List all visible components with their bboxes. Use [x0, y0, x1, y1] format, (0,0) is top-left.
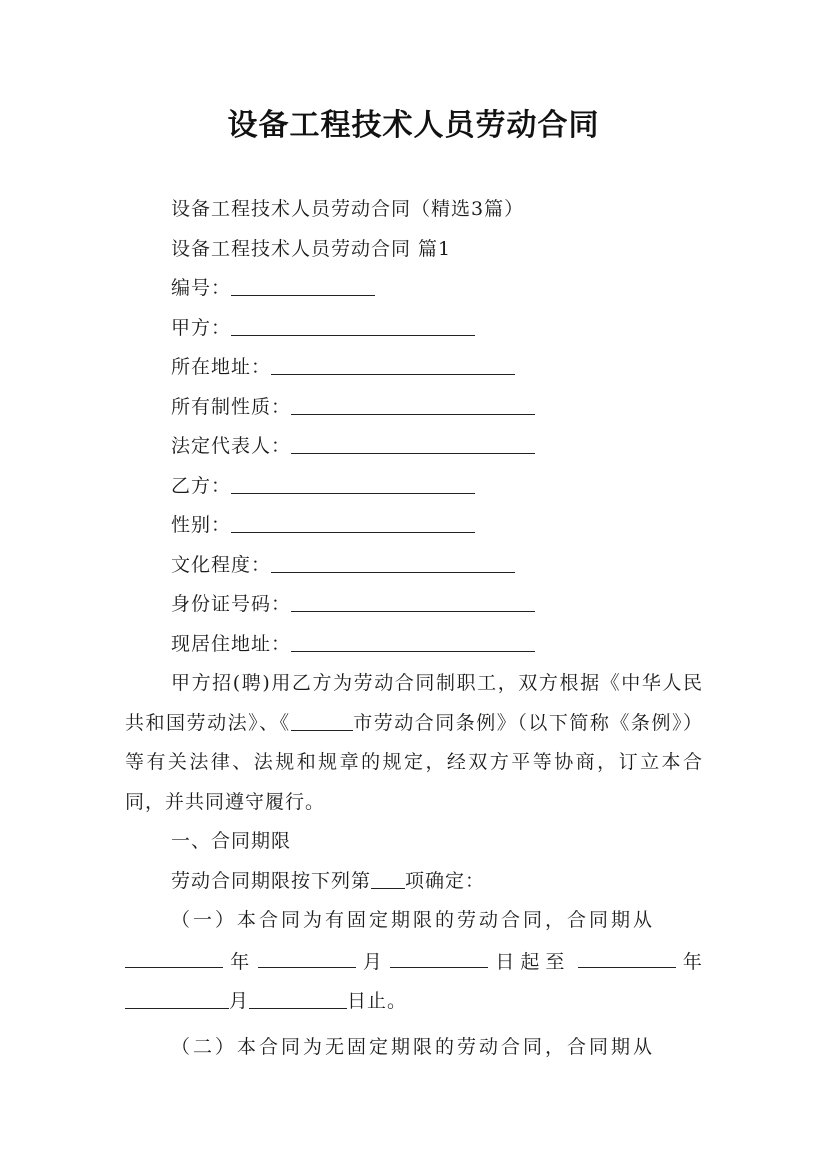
- blank-line: [291, 625, 535, 652]
- field-label: 现居住地址：: [171, 632, 292, 655]
- field-education: [125, 546, 703, 586]
- blank-line: [271, 348, 515, 375]
- field-party-a: [125, 309, 703, 349]
- item-1-end-line: [125, 982, 703, 1022]
- field-label: 身份证号码：: [171, 593, 292, 615]
- item-1-date-line: [125, 941, 703, 983]
- field-residence: [125, 625, 703, 665]
- blank-line: [125, 941, 223, 968]
- label-month: 月: [362, 950, 383, 973]
- field-id-number: [125, 585, 703, 625]
- label-day-end: 日止。: [347, 990, 408, 1012]
- label-year-2: 年: [682, 950, 703, 973]
- field-legal-rep: [125, 427, 703, 467]
- clause-heading: 一、合同期限: [171, 830, 292, 852]
- field-label: 性别：: [171, 514, 232, 536]
- blank-line: [258, 941, 356, 968]
- intro-text-2: 市劳动合同条例》（以下简称《条例》）等有关法律、法规和规章的规定，经双方平等协商，订立本合同，并共同遵守履行。: [125, 711, 703, 813]
- field-label: 乙方：: [171, 474, 232, 497]
- field-ownership: [125, 388, 703, 428]
- clause-intro-pre: 劳动合同期限按下列第: [171, 869, 372, 892]
- blank-line: [371, 862, 405, 889]
- blank-line: [291, 585, 535, 612]
- subtitle: 设备工程技术人员劳动合同（精选3篇）: [171, 198, 525, 220]
- label-day-from: 日起至: [495, 950, 571, 973]
- blank-line: [231, 506, 475, 533]
- blank-line: [231, 309, 475, 336]
- document-title: 设备工程技术人员劳动合同: [227, 108, 600, 143]
- item-1: [125, 901, 703, 1022]
- label-year: 年: [230, 950, 251, 973]
- blank-line: [231, 269, 375, 296]
- field-label: 所有制性质：: [171, 395, 292, 418]
- blank-line: [291, 427, 535, 454]
- field-gender: [125, 506, 703, 546]
- intro-paragraph: [125, 664, 703, 822]
- blank-line: [578, 941, 676, 968]
- blank-line: [249, 982, 347, 1009]
- field-label: 法定代表人：: [171, 435, 292, 457]
- blank-line: [231, 467, 475, 494]
- field-label: 所在地址：: [171, 356, 272, 378]
- clause-intro: [125, 862, 703, 902]
- item-2-text: （二）本合同为无固定期限的劳动合同，合同期从: [171, 1035, 656, 1058]
- field-label: 文化程度：: [171, 553, 272, 576]
- document-body: [125, 190, 703, 1067]
- field-label: 编号：: [171, 277, 232, 299]
- item-1-text: （一）本合同为有固定期限的劳动合同，合同期从: [171, 909, 656, 931]
- blank-line: [271, 546, 515, 573]
- label-month-2: 月: [229, 990, 250, 1012]
- field-address: [125, 348, 703, 388]
- field-number: [125, 269, 703, 309]
- field-party-b: [125, 467, 703, 507]
- blank-line: [390, 941, 488, 968]
- intro-text-1: 甲方招(聘)用乙方为劳动合同制职工，双方根据《中华人民共和国劳动法》、《: [125, 672, 703, 734]
- field-label: 甲方：: [171, 316, 232, 339]
- section-title: 设备工程技术人员劳动合同 篇1: [171, 237, 452, 260]
- clause-intro-post: 项确定：: [405, 869, 486, 892]
- blank-line: [291, 704, 353, 731]
- blank-line: [291, 388, 535, 415]
- blank-line: [125, 982, 229, 1009]
